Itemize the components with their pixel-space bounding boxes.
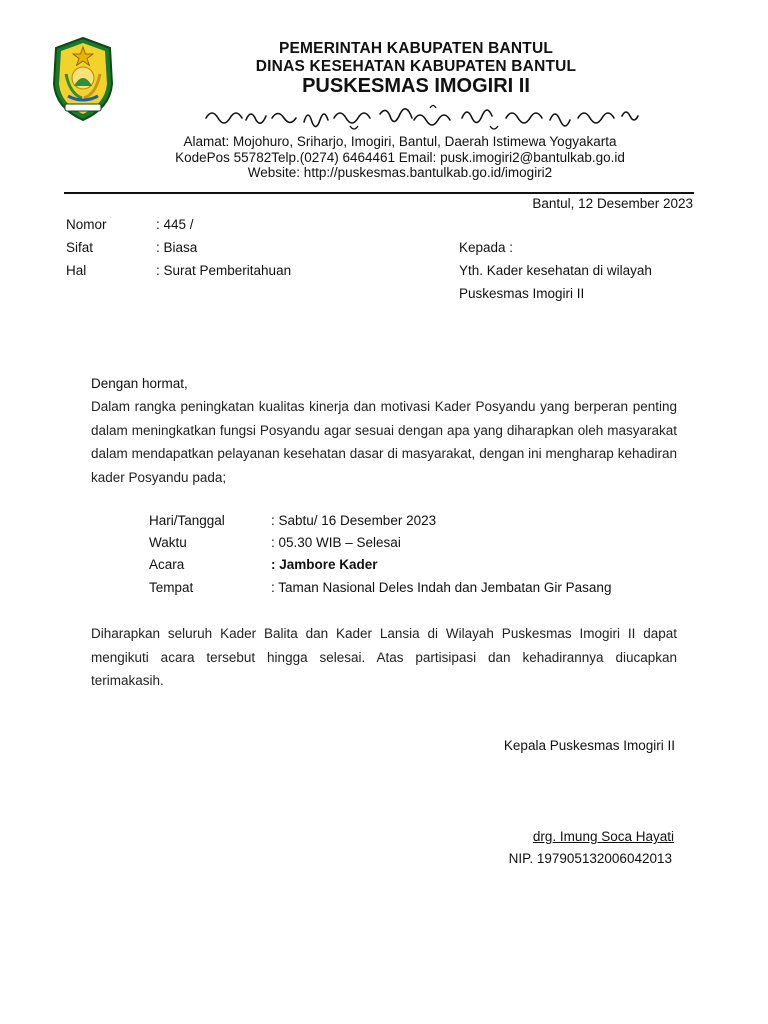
header-department: DINAS KESEHATAN KABUPATEN BANTUL [255, 58, 577, 75]
header-government: PEMERINTAH KABUPATEN BANTUL [278, 40, 554, 57]
header-contact: KodePos 55782Telp.(0274) 6464461 Email: pusk.imogiri2@bantulkab.go.id [175, 150, 625, 165]
hal-label: Hal [66, 263, 87, 278]
body-paragraph-1: Dalam rangka peningkatan kualitas kinerja dan motivasi Kader Posyandu yang berperan penting dalam meningkatkan fungsi Posyandu agar sesuai dengan apa yang diharapkan oleh masyarakat dalam mendapatkan pelayanan kesehatan dasar di masyarakat, dengan ini mengharap kehadiran kader Posyandu pada; [91, 399, 677, 485]
recipient-line2: Puskesmas Imogiri II [459, 286, 585, 301]
detail-label-date: Hari/Tanggal [149, 513, 225, 528]
detail-value-date: : Sabtu/ 16 Desember 2023 [271, 513, 437, 528]
recipient-line1: Yth. Kader kesehatan di wilayah [459, 263, 652, 278]
recipient-kepada: Kepada : [459, 240, 514, 255]
sifat-value: : Biasa [156, 240, 198, 255]
detail-label-time: Waktu [149, 535, 187, 550]
signature-name-text: drg. Imung Soca Hayati [532, 829, 674, 844]
date-place: Bantul, 12 Desember 2023 [532, 196, 693, 211]
greeting: Dengan hormat, [91, 376, 188, 391]
bantul-emblem-logo [48, 34, 118, 124]
signature-title: Kepala Puskesmas Imogiri II [503, 738, 675, 753]
detail-value-event: : Jambore Kader [271, 557, 378, 572]
header-divider [64, 192, 694, 194]
signature-nip: NIP. 197905132006042013 [508, 851, 672, 866]
nomor-value: : 445 / [156, 217, 194, 232]
signature-name [533, 829, 674, 844]
header-address: Alamat: Mojohuro, Sriharjo, Imogiri, Bantul, Daerah Istimewa Yogyakarta [183, 134, 617, 149]
sifat-label: Sifat [66, 240, 94, 255]
javanese-script-decoration [200, 100, 640, 134]
body-paragraph-2: Diharapkan seluruh Kader Balita dan Kader Lansia di Wilayah Puskesmas Imogiri II dapat mengikuti acara tersebut hingga selesai. Atas partisipasi dan kehadirannya diucapkan terimakasih. [91, 626, 677, 688]
hal-value: : Surat Pemberitahuan [156, 263, 292, 278]
detail-label-event: Acara [149, 557, 185, 572]
detail-value-place: : Taman Nasional Deles Indah dan Jembatan Gir Pasang [271, 580, 612, 595]
header-institution: PUSKESMAS IMOGIRI II [302, 75, 530, 97]
header-website: Website: http://puskesmas.bantulkab.go.id/imogiri2 [247, 165, 553, 180]
detail-value-time: : 05.30 WIB – Selesai [271, 535, 401, 550]
nomor-label: Nomor [66, 217, 107, 232]
detail-label-place: Tempat [149, 580, 194, 595]
